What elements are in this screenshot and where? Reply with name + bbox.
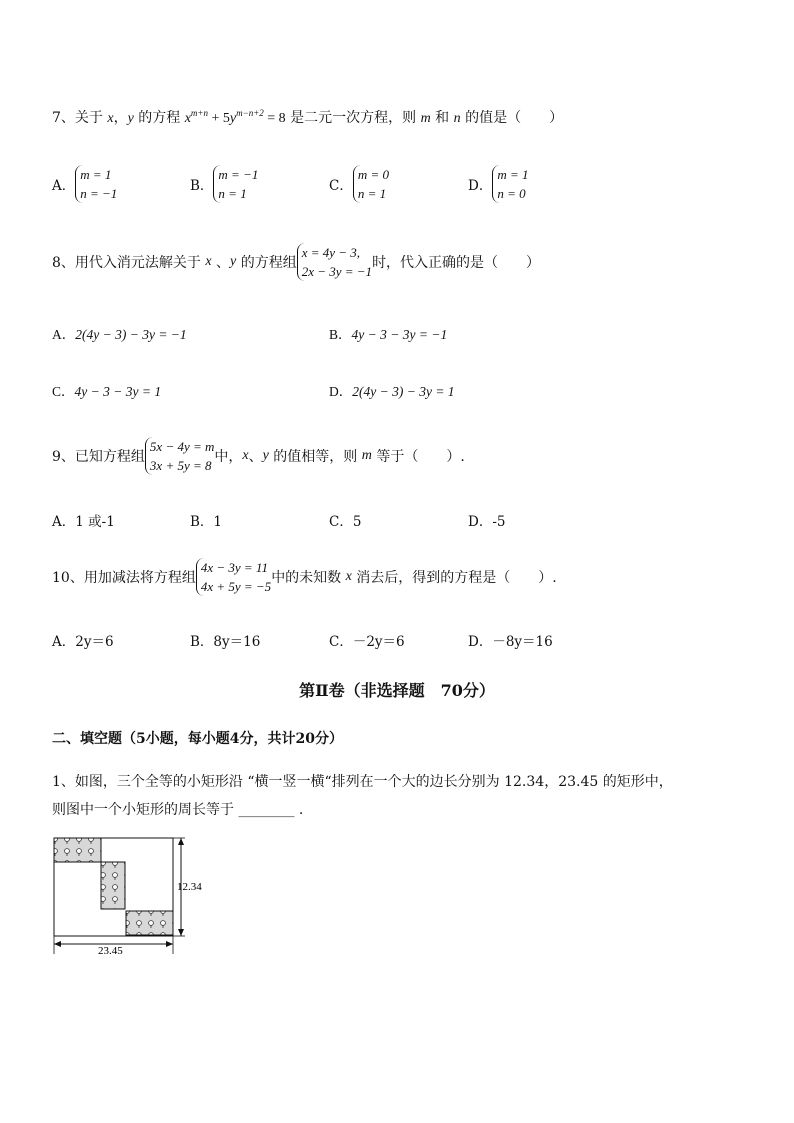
- fig-width-label: 23.45: [98, 945, 123, 957]
- small-rectangle-top: [54, 838, 101, 862]
- q7-equation: $x^{m+n} + 5y^{m-n+2} = 8$: [184, 108, 286, 126]
- section2-title: 二、填空题（5小题，每小题4分，共计20分）: [52, 731, 343, 747]
- q7-option-d[interactable]: D． m = 1 n = 0: [468, 167, 529, 201]
- q8-stem: 8、用代入消元法解关于 x 、y 的方程组 x = 4y − 3, 2x − 3y = −1 时，代入正确的是（ ）: [52, 245, 541, 279]
- q7-option-b[interactable]: B． m = −1 n = 1: [190, 167, 259, 201]
- q9-option-a[interactable]: A．1 或-1: [52, 514, 115, 530]
- q7-option-c[interactable]: C． m = 0 n = 1: [329, 167, 390, 201]
- q8-option-a[interactable]: A．2(4y − 3) − 3y = −1: [52, 327, 187, 342]
- rectangles-figure: [50, 834, 210, 958]
- q9-option-b[interactable]: B．1: [190, 514, 223, 530]
- q8-option-c[interactable]: C．4y − 3 − 3y = 1: [52, 384, 162, 399]
- q9-option-c[interactable]: C．5: [329, 514, 362, 530]
- q8-option-d[interactable]: D．2(4y − 3) − 3y = 1: [329, 384, 455, 399]
- q10-option-a[interactable]: A．2y＝6: [52, 634, 114, 650]
- q8-option-b[interactable]: B．4y − 3 − 3y = −1: [329, 327, 448, 342]
- part2-title: 第Ⅱ卷（非选择题 70分）: [299, 681, 495, 700]
- q9-system: 5x − 4y = m 3x + 5y = 8: [145, 437, 214, 475]
- small-rectangle-bottom: [126, 911, 173, 935]
- small-rectangle-middle: [101, 862, 125, 909]
- fig-height-label: 12.34: [177, 881, 202, 893]
- q10-system: 4x − 3y = 11 4x + 5y = −5: [196, 558, 271, 596]
- q10-option-d[interactable]: D．－8y＝16: [468, 634, 553, 650]
- fill1-line1: 1、如图，三个全等的小矩形沿 “横一竖一横“排列在一个大的边长分别为 12.34，23.45 的矩形中，: [52, 774, 673, 790]
- q8-system: x = 4y − 3, 2x − 3y = −1: [297, 243, 372, 281]
- q9-stem: 9、已知方程组 5x − 4y = m 3x + 5y = 8 中，x、y 的值相等，则 m 等于（ ）.: [52, 439, 465, 473]
- q10-option-c[interactable]: C．－2y＝6: [329, 634, 405, 650]
- q10-option-b[interactable]: B．8y＝16: [190, 634, 261, 650]
- q7-stem: 7、关于 x，y 的方程 $x^{m+n} + 5y^{m-n+2} = 8$ 是二元一次方程，则 m 和 n 的值是（ ）: [52, 108, 564, 126]
- q10-stem: 10、用加减法将方程组 4x − 3y = 11 4x + 5y = −5 中的未知数 x 消去后，得到的方程是（ ）.: [52, 560, 557, 594]
- q9-option-d[interactable]: D．-5: [468, 514, 506, 530]
- q7-option-a[interactable]: A． m = 1 n = −1: [52, 167, 118, 201]
- fill1-line2: 则图中一个小矩形的周长等于 ________ .: [52, 802, 304, 818]
